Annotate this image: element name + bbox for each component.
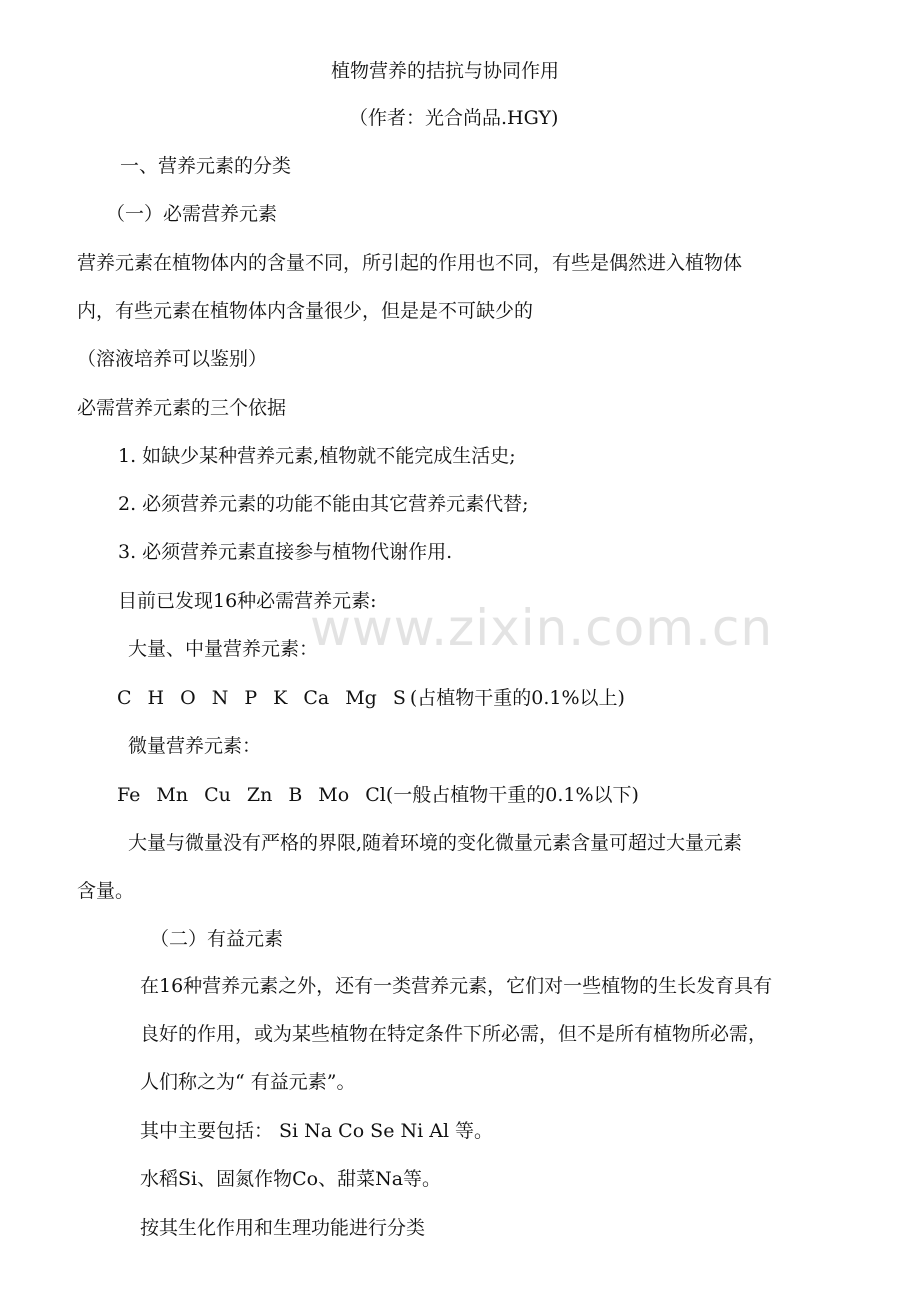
author-line: （作者：光合尚品.HGY) [349, 107, 559, 129]
beneficial-line3: 人们称之为“ 有益元素”。 [140, 1071, 356, 1093]
macro-label: 大量、中量营养元素： [128, 638, 319, 660]
element-symbol: S [392, 687, 406, 709]
element-symbol: N [211, 687, 229, 709]
micro-label: 微量营养元素： [128, 735, 262, 757]
criteria-heading: 必需营养元素的三个依据 [77, 397, 287, 419]
para1-line3: （溶液培养可以鉴别） [77, 348, 268, 370]
para1-line1: 营养元素在植物体内的含量不同，所引起的作用也不同，有些是偶然进入植物体 [77, 252, 743, 274]
element-symbol: P [244, 687, 258, 709]
criterion-3: 3. 必须营养元素直接参与植物代谢作用. [118, 541, 453, 563]
classify-line: 按其生化作用和生理功能进行分类 [140, 1217, 426, 1239]
beneficial-line2: 良好的作用，或为某些植物在特定条件下所必需，但不是所有植物所必需， [140, 1023, 768, 1045]
micro-elements-row [117, 783, 639, 807]
element-symbol: Cl [365, 784, 386, 806]
boundary-line1: 大量与微量没有严格的界限,随着环境的变化微量元素含量可超过大量元素 [128, 832, 743, 854]
criterion-2: 2. 必须营养元素的功能不能由其它营养元素代替; [118, 493, 529, 515]
element-symbol: O [180, 687, 196, 709]
element-symbol: Mg [345, 687, 377, 709]
para1-line2: 内，有些元素在植物体内含量很少，但是是不可缺少的 [77, 300, 534, 322]
macro-elements-row [117, 686, 625, 710]
count-line: 目前已发现16种必需营养元素: [118, 590, 377, 612]
subsection1-heading: （一）必需营养元素 [106, 203, 278, 225]
section1-heading: 一、营养元素的分类 [120, 155, 292, 177]
element-symbol: C [117, 687, 132, 709]
element-symbol: Fe [117, 784, 141, 806]
element-symbol: Mn [156, 784, 189, 806]
element-symbol: H [147, 687, 165, 709]
subsection2-heading: （二）有益元素 [150, 928, 284, 950]
element-symbol: Zn [246, 784, 273, 806]
beneficial-line1: 在16种营养元素之外，还有一类营养元素，它们对一些植物的生长发育具有 [140, 975, 773, 997]
macro-note: (占植物干重的0.1%以上) [409, 687, 625, 709]
element-symbol: K [273, 687, 288, 709]
element-symbol: Mo [318, 784, 350, 806]
element-symbol: B [288, 784, 303, 806]
micro-note: (一般占植物干重的0.1%以下) [385, 784, 639, 806]
document-title: 植物营养的拮抗与协同作用 [331, 60, 560, 82]
examples-line: 水稻Si、固氮作物Co、甜菜Na等。 [140, 1168, 442, 1190]
element-symbol: Cu [204, 784, 231, 806]
criterion-1: 1. 如缺少某种营养元素,植物就不能完成生活史; [118, 445, 516, 467]
watermark: www.zixin.com.cn [310, 599, 774, 657]
boundary-line2: 含量。 [77, 880, 135, 902]
element-symbol: Ca [303, 687, 330, 709]
beneficial-list: 其中主要包括： Si Na Co Se Ni Al 等。 [140, 1120, 494, 1142]
